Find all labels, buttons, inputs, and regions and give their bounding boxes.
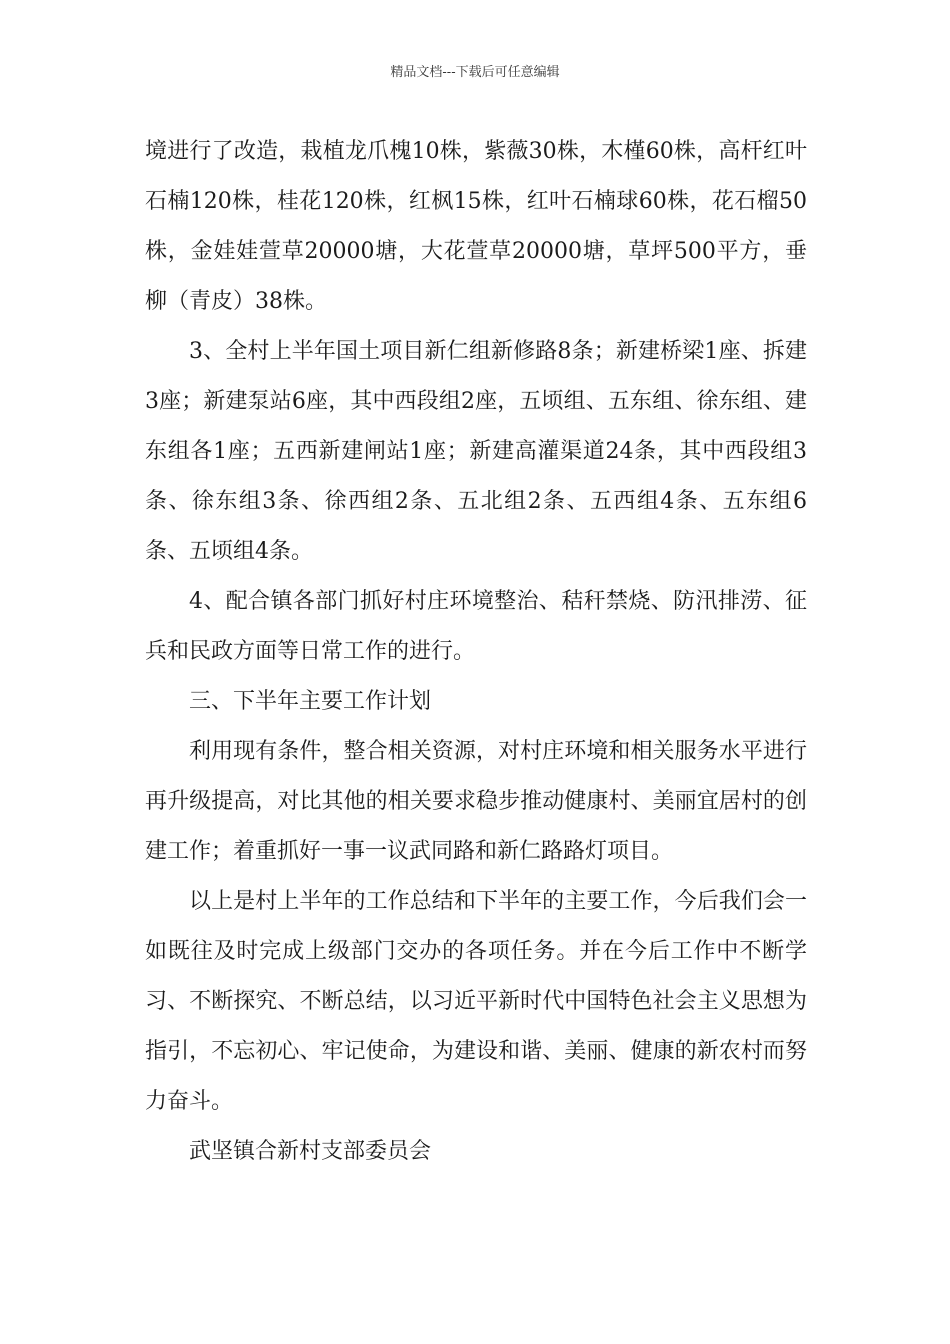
section-heading-plan: 三、下半年主要工作计划	[189, 689, 432, 714]
paragraph-summary: 以上是村上半年的工作总结和下半年的主要工作，今后我们会一如既往及时完成上级部门交办的各项任务。并在今后工作中不断学习、不断探究、不断总结，以习近平新时代中国特色社会主义思想为指引，不忘初心、牢记使命，为建设和谐、美丽、健康的新农村而努力奋斗。	[145, 889, 807, 1114]
signature-organization: 武坚镇合新村支部委员会	[189, 1139, 432, 1164]
paragraph-daily-work: 4、配合镇各部门抓好村庄环境整治、秸秆禁烧、防汛排涝、征兵和民政方面等日常工作的进行。	[145, 589, 807, 664]
paragraph-plan-detail: 利用现有条件，整合相关资源，对村庄环境和相关服务水平进行再升级提高，对比其他的相关要求稳步推动健康村、美丽宜居村的创建工作；着重抓好一事一议武同路和新仁路路灯项目。	[145, 739, 807, 864]
paragraph-land-projects: 3、全村上半年国土项目新仁组新修路8条；新建桥梁1座、拆建3座；新建泵站6座，其中西段组2座，五顷组、五东组、徐东组、建东组各1座；五西新建闸站1座；新建高灌渠道24条，其中西段组3条、徐东组3条、徐西组2条、五北组2条、五西组4条、五东组6条、五顷组4条。	[145, 339, 807, 564]
paragraph-planting-list: 境进行了改造，栽植龙爪槐10株，紫薇30株，木槿60株，高杆红叶石楠120株，桂花120株，红枫15株，红叶石楠球60株，花石榴50株，金娃娃萱草20000塘，大花萱草20000塘，草坪500平方，垂柳（青皮）38株。	[145, 139, 807, 314]
document-body	[145, 127, 807, 1177]
page-header: 精品文档---下载后可任意编辑	[390, 65, 560, 80]
